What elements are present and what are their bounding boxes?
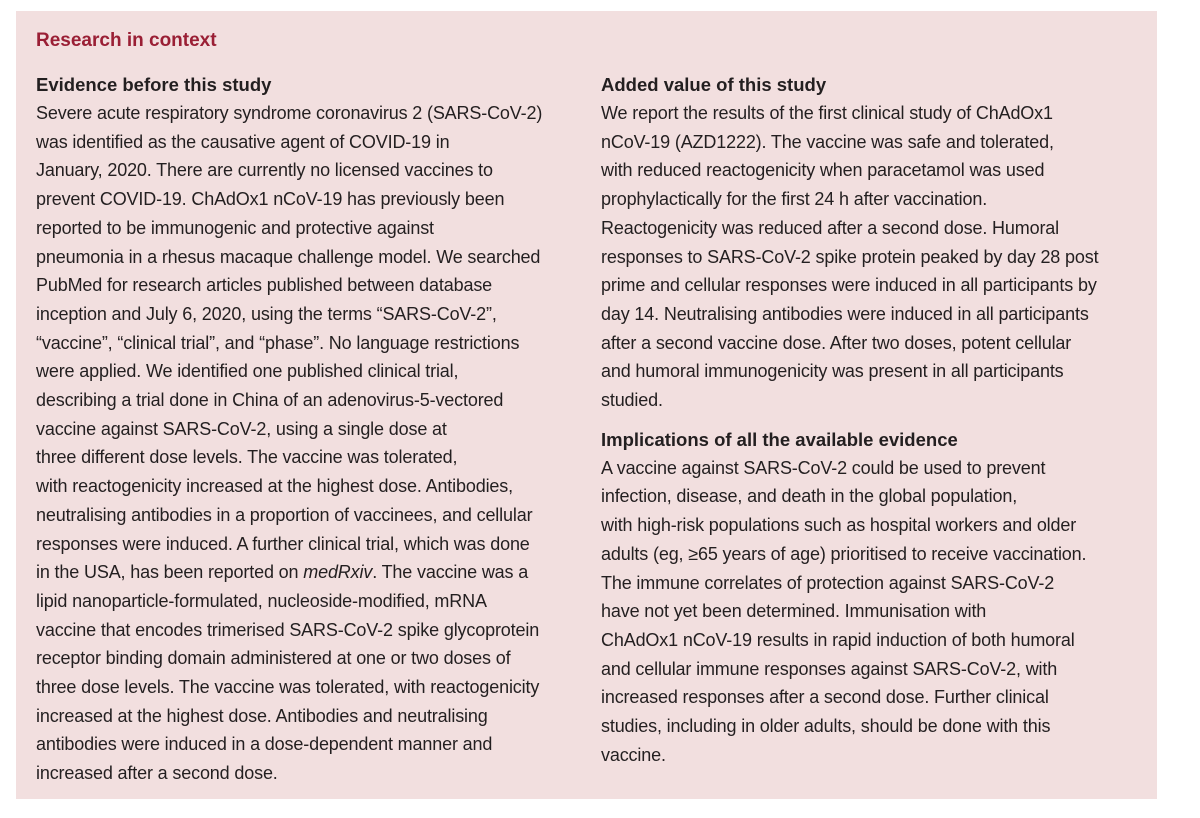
text-line: infection, disease, and death in the global population, xyxy=(601,486,1018,507)
text-line: responses were induced. A further clinical trial, which was done xyxy=(36,533,530,554)
text-line: increased responses after a second dose. Further clinical xyxy=(601,687,1049,708)
added-value-heading: Added value of this study xyxy=(601,74,827,95)
text-line: three dose levels. The vaccine was tolerated, with reactogenicity xyxy=(36,677,540,698)
text-line: adults (eg, ≥65 years of age) prioritised to receive vaccination. xyxy=(601,543,1087,564)
text-line-medrxiv xyxy=(36,558,586,587)
added-value-text xyxy=(601,99,1151,415)
text-line: have not yet been determined. Immunisation with xyxy=(601,601,987,622)
text-line: pneumonia in a rhesus macaque challenge model. We searched xyxy=(36,246,541,267)
text-line: after a second vaccine dose. After two doses, potent cellular xyxy=(601,332,1072,353)
evidence-before-text xyxy=(36,99,586,788)
left-column xyxy=(36,71,586,788)
text-line: and humoral immunogenicity was present in all participants xyxy=(601,361,1064,382)
text-line: increased after a second dose. xyxy=(36,763,278,784)
right-column xyxy=(601,71,1151,769)
text-line: prophylactically for the first 24 h after vaccination. xyxy=(601,189,988,210)
text-line: was identified as the causative agent of COVID-19 in xyxy=(36,131,450,152)
text-line: Reactogenicity was reduced after a second dose. Humoral xyxy=(601,217,1060,238)
text-line: studies, including in older adults, should be done with this xyxy=(601,716,1051,737)
text-line: studied. xyxy=(601,390,663,411)
research-in-context-panel xyxy=(16,11,1157,799)
text-line: antibodies were induced in a dose-dependent manner and xyxy=(36,734,493,755)
text-line: prime and cellular responses were induced in all participants by xyxy=(601,275,1097,296)
text-line: Severe acute respiratory syndrome coronavirus 2 (SARS-CoV-2) xyxy=(36,103,543,123)
text-line: with reduced reactogenicity when paracetamol was used xyxy=(601,160,1045,181)
text-line: prevent COVID-19. ChAdOx1 nCoV-19 has previously been xyxy=(36,189,505,210)
text-segment: in the USA, has been reported on xyxy=(36,562,304,583)
text-line: and cellular immune responses against SARS-CoV-2, with xyxy=(601,658,1058,679)
text-line: lipid nanoparticle-formulated, nucleoside-modified, mRNA xyxy=(36,590,487,611)
text-line: ChAdOx1 nCoV-19 results in rapid induction of both humoral xyxy=(601,629,1075,650)
text-line: day 14. Neutralising antibodies were induced in all participants xyxy=(601,303,1089,324)
text-line: vaccine against SARS-CoV-2, using a single dose at xyxy=(36,418,447,439)
text-line: We report the results of the first clinical study of ChAdOx1 xyxy=(601,103,1053,123)
text-line: receptor binding domain administered at one or two doses of xyxy=(36,648,511,669)
text-line: describing a trial done in China of an adenovirus-5-vectored xyxy=(36,390,504,411)
text-line: nCoV-19 (AZD1222). The vaccine was safe and tolerated, xyxy=(601,131,1054,152)
section-spacer xyxy=(601,415,1151,426)
text-line: A vaccine against SARS-CoV-2 could be used to prevent xyxy=(601,457,1046,478)
text-line: vaccine that encodes trimerised SARS-CoV-2 spike glycoprotein xyxy=(36,619,540,640)
text-line: reported to be immunogenic and protective against xyxy=(36,217,434,238)
text-line: increased at the highest dose. Antibodies and neutralising xyxy=(36,705,488,726)
text-line: responses to SARS-CoV-2 spike protein peaked by day 28 post xyxy=(601,246,1099,267)
text-line: vaccine. xyxy=(601,744,666,765)
panel-title: Research in context xyxy=(36,30,217,51)
text-line: with reactogenicity increased at the highest dose. Antibodies, xyxy=(36,476,513,497)
text-line: with high-risk populations such as hospital workers and older xyxy=(601,515,1077,536)
text-line: three different dose levels. The vaccine was tolerated, xyxy=(36,447,458,468)
text-line: neutralising antibodies in a proportion of vaccinees, and cellular xyxy=(36,504,533,525)
text-line: The immune correlates of protection against SARS-CoV-2 xyxy=(601,572,1055,593)
text-line: inception and July 6, 2020, using the terms “SARS-CoV-2”, xyxy=(36,303,497,324)
implications-heading: Implications of all the available evidence xyxy=(601,428,958,450)
implications-text xyxy=(601,454,1151,770)
text-segment: . The vaccine was a xyxy=(372,562,529,583)
text-line: “vaccine”, “clinical trial”, and “phase”. No language restrictions xyxy=(36,332,520,353)
evidence-before-heading: Evidence before this study xyxy=(36,74,272,95)
text-line: were applied. We identified one published clinical trial, xyxy=(36,361,459,382)
text-line: January, 2020. There are currently no licensed vaccines to xyxy=(36,160,493,181)
journal-name: medRxiv xyxy=(303,562,373,583)
text-line: PubMed for research articles published between database xyxy=(36,275,493,296)
